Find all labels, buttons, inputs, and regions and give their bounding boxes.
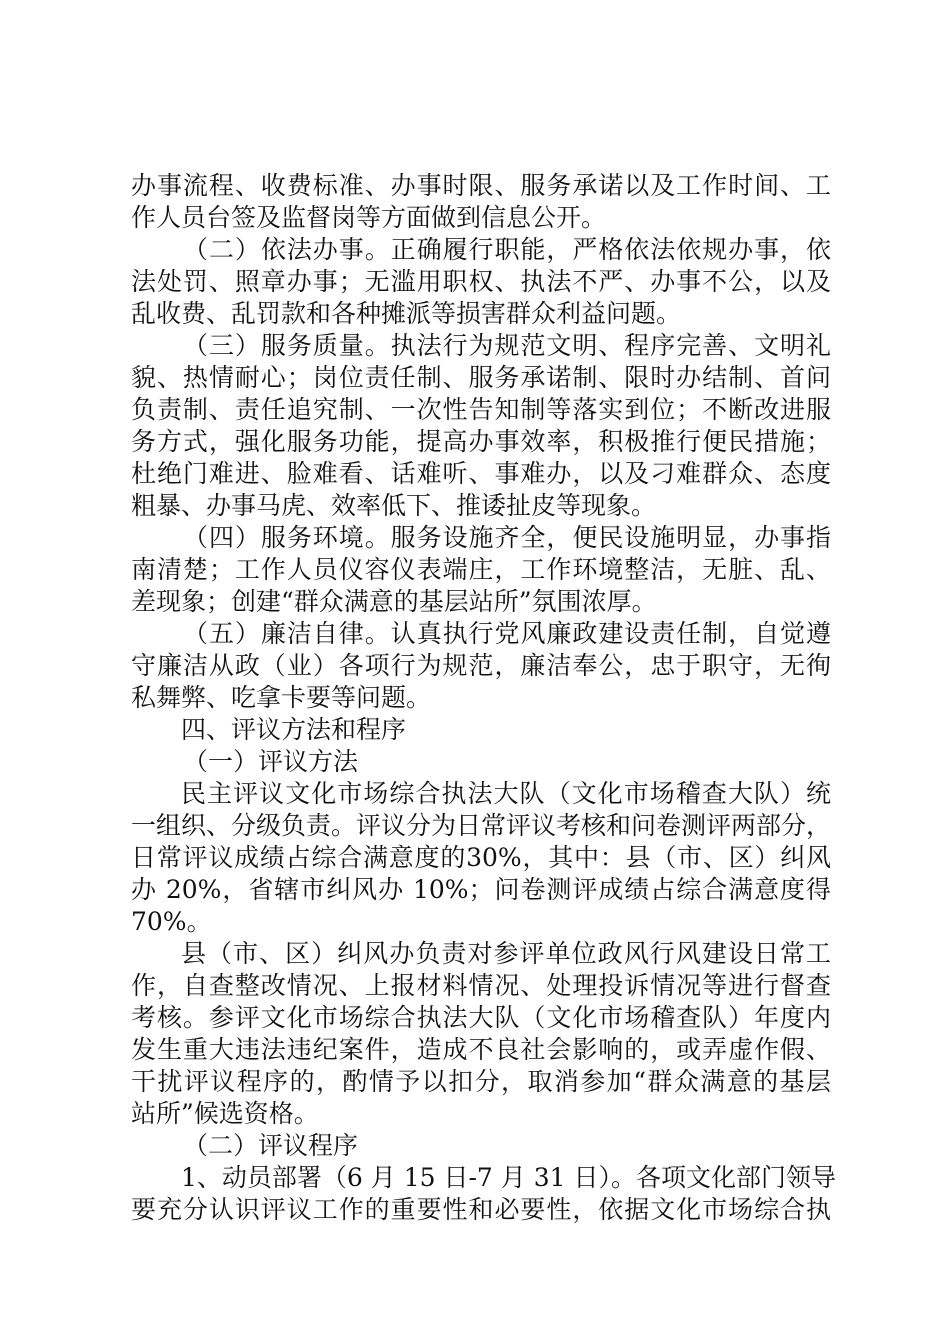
paragraph-line: 县（市、区）纠风办负责对参评单位政风行风建设日常工: [181, 939, 831, 968]
paragraph-line: （二）评议程序: [183, 1131, 359, 1160]
paragraph-line: 办 20%，省辖市纠风办 10%；问卷测评成绩占综合满意度得: [131, 875, 831, 904]
paragraph-line: 私舞弊、吃拿卡要等问题。: [131, 683, 432, 712]
paragraph-line: （一）评议方法: [183, 747, 359, 776]
paragraph-line: 70%。: [131, 907, 212, 936]
paragraph-line: 日常评议成绩占综合满意度的30%，其中：县（市、区）纠风: [131, 843, 831, 872]
paragraph-line: （四）服务环境。服务设施齐全，便民设施明显，办事指: [183, 523, 831, 552]
paragraph-line: 干扰评议程序的，酌情予以扣分，取消参加“群众满意的基层: [131, 1067, 831, 1096]
paragraph-line: 南清楚；工作人员仪容仪表端庄，工作环境整洁，无脏、乱、: [131, 555, 831, 584]
paragraph-line: 杜绝门难进、脸难看、话难听、事难办，以及刁难群众、态度: [131, 459, 831, 488]
paragraph-line: 要充分认识评议工作的重要性和必要性，依据文化市场综合执: [131, 1195, 831, 1224]
paragraph-line: 务方式，强化服务功能，提高办事效率，积极推行便民措施；: [131, 427, 831, 456]
paragraph-line: 作，自查整改情况、上报材料情况、处理投诉情况等进行督查: [131, 971, 831, 1000]
paragraph-line: （五）廉洁自律。认真执行党风廉政建设责任制，自觉遵: [183, 619, 831, 648]
paragraph-line: 貌、热情耐心；岗位责任制、服务承诺制、限时办结制、首问: [131, 363, 831, 392]
paragraph-line: 法处罚、照章办事；无滥用职权、执法不严、办事不公，以及: [131, 267, 831, 296]
paragraph-line: 守廉洁从政（业）各项行为规范，廉洁奉公，忠于职守，无徇: [131, 651, 831, 680]
paragraph-line: 发生重大违法违纪案件，造成不良社会影响的，或弄虚作假、: [131, 1035, 831, 1064]
paragraph-line: 站所”候选资格。: [131, 1099, 319, 1128]
paragraph-line: 办事流程、收费标准、办事时限、服务承诺以及工作时间、工: [131, 171, 831, 200]
paragraph-line: 粗暴、办事马虎、效率低下、推诿扯皮等现象。: [131, 491, 657, 520]
paragraph-line: 1、动员部署（6 月 15 日-7 月 31 日）。各项文化部门领导: [181, 1163, 836, 1192]
paragraph-line: （二）依法办事。正确履行职能，严格依法依规办事，依: [183, 235, 831, 264]
paragraph-line: （三）服务质量。执法行为规范文明、程序完善、文明礼: [183, 331, 831, 360]
paragraph-line: 差现象；创建“群众满意的基层站所”氛围浓厚。: [131, 587, 657, 616]
paragraph-line: 负责制、责任追究制、一次性告知制等落实到位；不断改进服: [131, 395, 831, 424]
paragraph-line: 乱收费、乱罚款和各种摊派等损害群众利益问题。: [131, 299, 682, 328]
paragraph-line: 作人员台签及监督岗等方面做到信息公开。: [131, 203, 607, 232]
paragraph-line: 一组织、分级负责。评议分为日常评议考核和问卷测评两部分，: [131, 811, 832, 840]
paragraph-line: 考核。参评文化市场综合执法大队（文化市场稽查队）年度内: [131, 1003, 831, 1032]
paragraph-line: 四、评议方法和程序: [181, 715, 407, 744]
paragraph-line: 民主评议文化市场综合执法大队（文化市场稽查大队）统: [181, 779, 831, 808]
body-text: [131, 170, 836, 1226]
